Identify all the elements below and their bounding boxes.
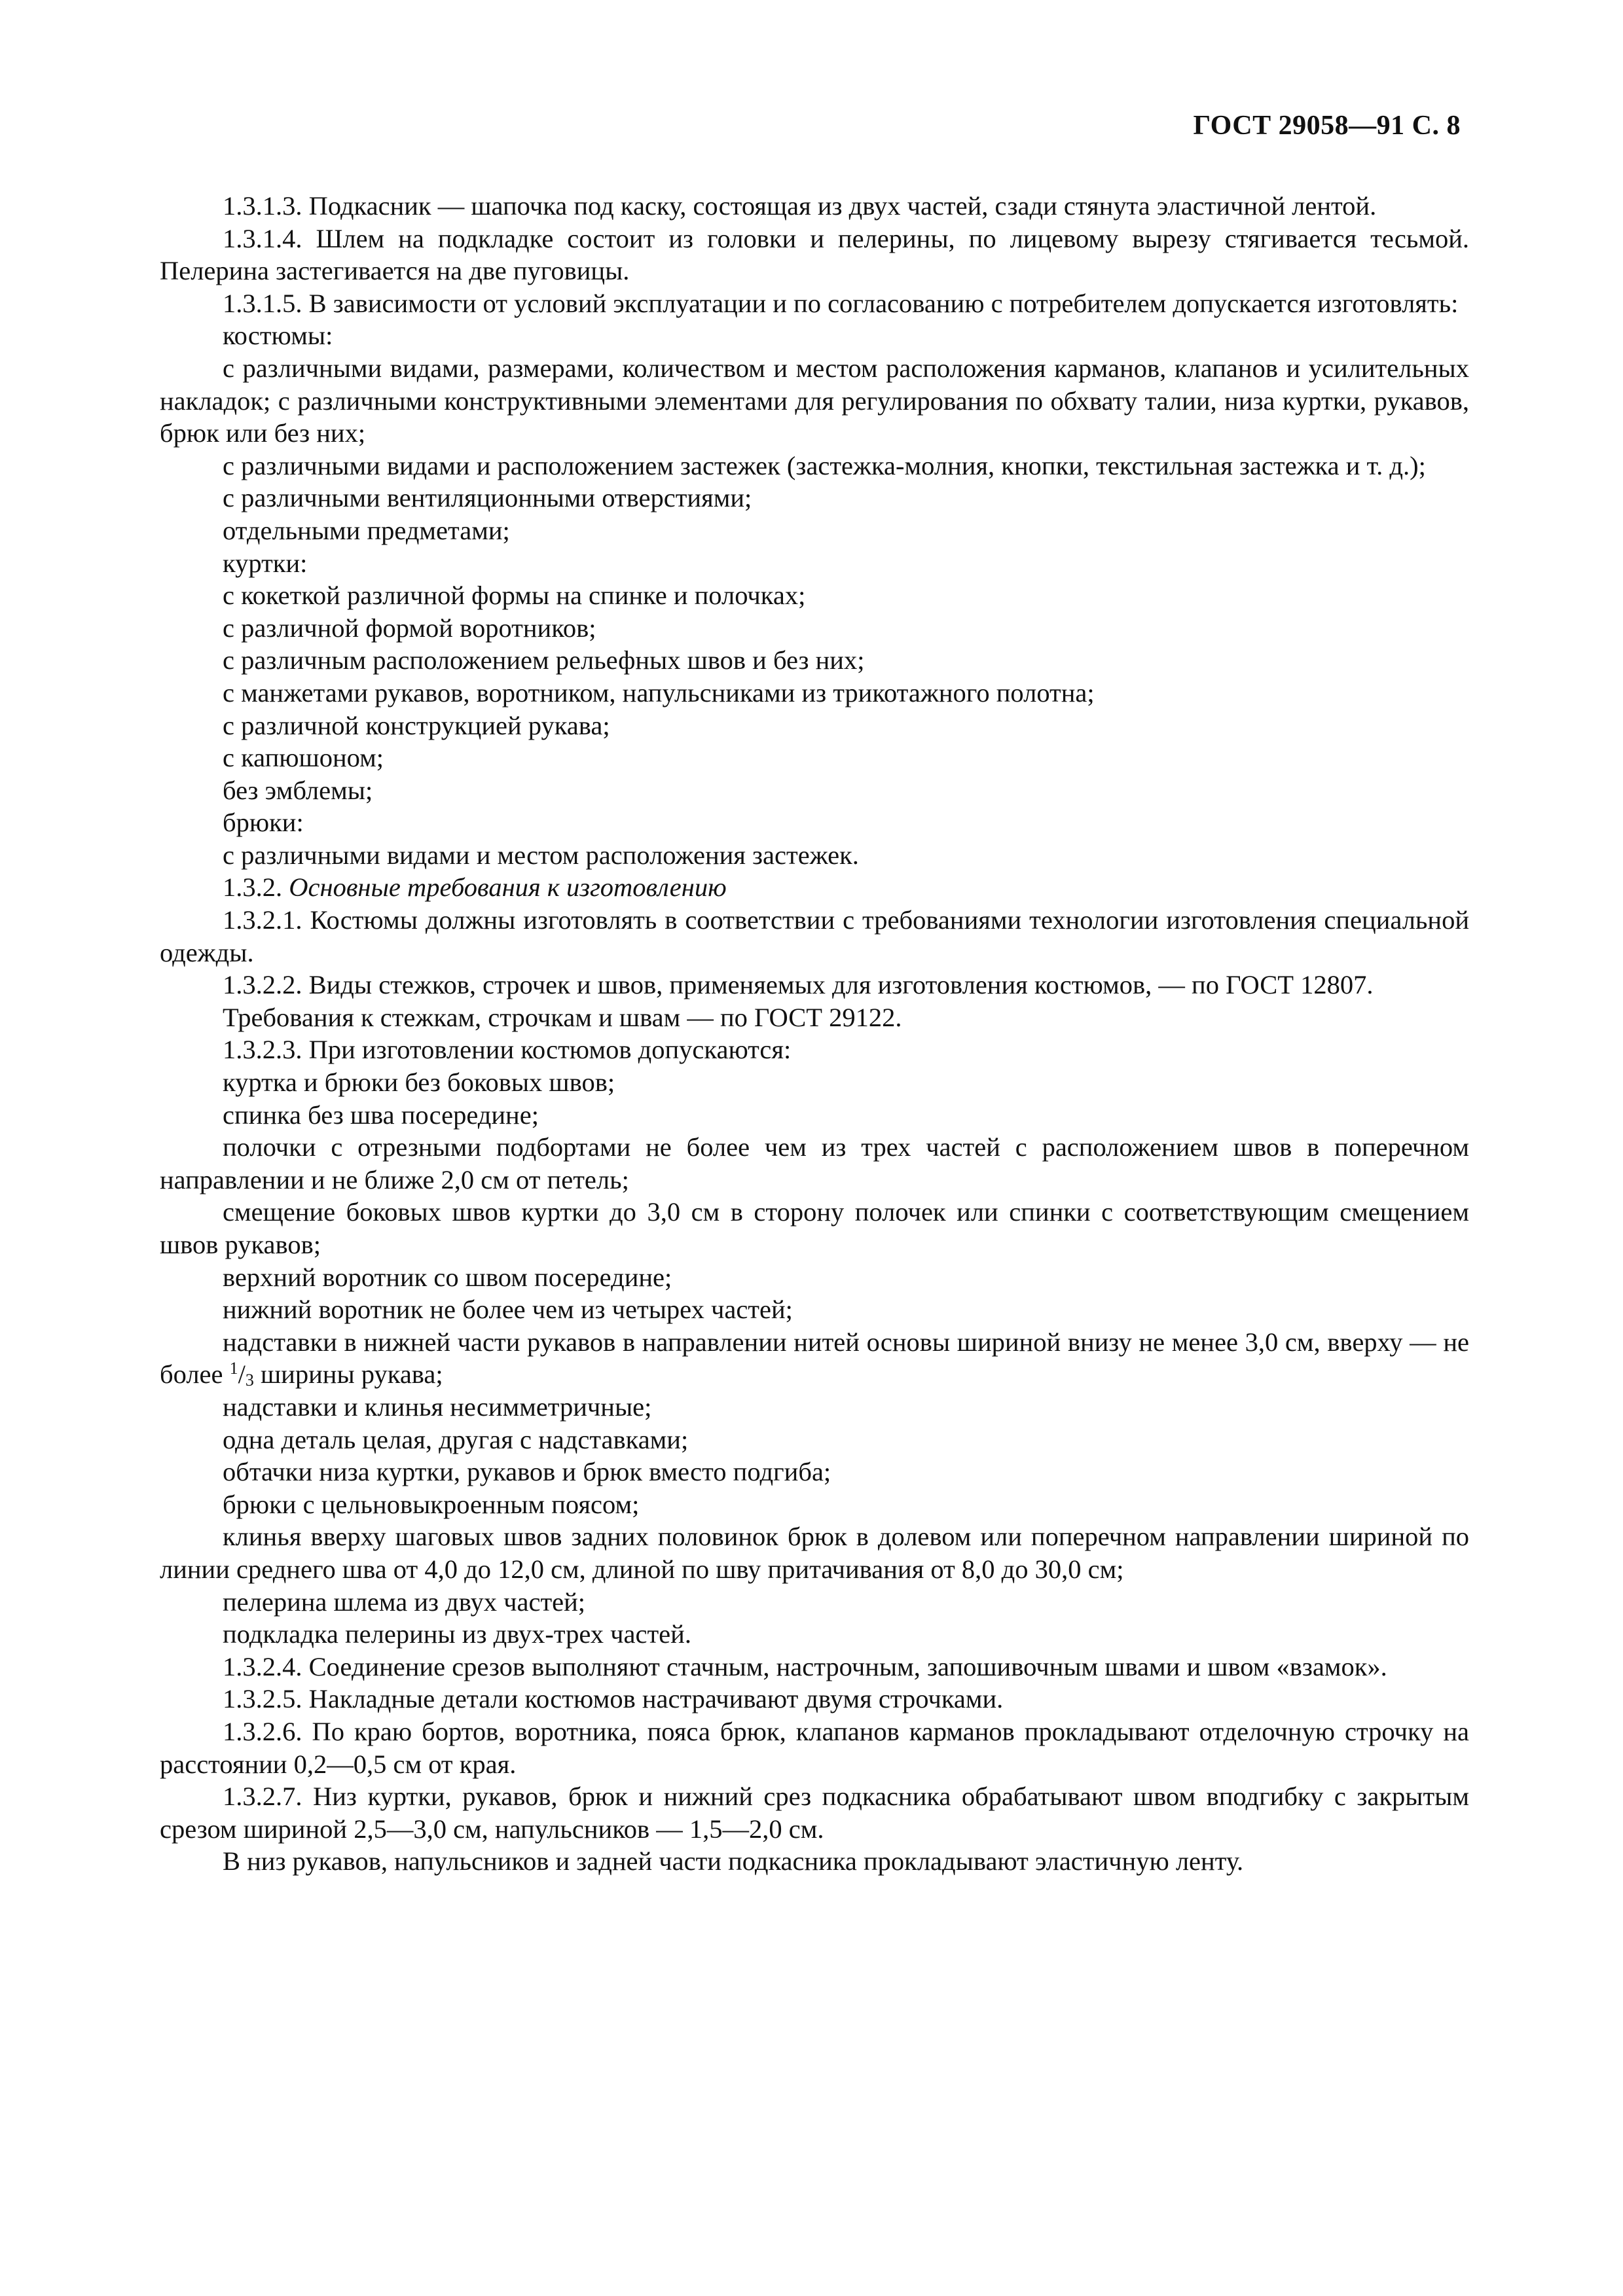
paragraph: полочки с отрезными подбортами не более чем из трех частей с расположением швов в поперечном направлении и не ближе 2,0 см от петель; (160, 1132, 1469, 1194)
paragraph: брюки: (223, 808, 304, 838)
paragraph: с различными видами и местом расположения застежек. (223, 840, 859, 870)
document-body (160, 190, 1469, 1878)
paragraph: куртки: (223, 548, 308, 578)
section-number: 1.3.2. (223, 872, 283, 903)
paragraph: пелерина шлема из двух частей; (223, 1587, 586, 1617)
paragraph: клинья вверху шаговых швов задних половинок брюк в долевом или поперечном направлении шириной по линии среднего шва от 4,0 до 12,0 см, длиной по шву притачивания от 8,0 до 30,0 см; (160, 1522, 1469, 1584)
fraction-numerator: 1 (229, 1359, 238, 1378)
paragraph: смещение боковых швов куртки до 3,0 см в сторону полочек или спинки с соответствующим смещением швов рукавов; (160, 1197, 1469, 1259)
paragraph: брюки с цельновыкроенным поясом; (223, 1489, 640, 1519)
paragraph: спинка без шва посередине; (223, 1100, 539, 1130)
paragraph: 1.3.2.5. Накладные детали костюмов настрачивают двумя строчками. (223, 1684, 1004, 1714)
paragraph: с различными вентиляционными отверстиями; (223, 483, 752, 513)
fraction-denominator: 3 (245, 1371, 254, 1390)
paragraph: 1.3.1.5. В зависимости от условий эксплуатации и по согласованию с потребителем допускается изготовлять: (223, 288, 1459, 318)
page-header: ГОСТ 29058—91 С. 8 (1193, 111, 1461, 141)
paragraph: одна деталь целая, другая с надставками; (223, 1424, 689, 1454)
paragraph: 1.3.1.3. Подкасник — шапочка под каску, состоящая из двух частей, сзади стянута эластичной лентой. (223, 191, 1377, 221)
paragraph: 1.3.2.6. По краю бортов, воротника, пояса брюк, клапанов карманов прокладывают отделочную строчку на расстоянии 0,2—0,5 см от края. (160, 1716, 1469, 1779)
paragraph: без эмблемы; (223, 775, 373, 805)
paragraph: с капюшоном; (223, 743, 384, 773)
paragraph-inserts (160, 1326, 1469, 1391)
paragraph: с различной формой воротников; (223, 613, 596, 643)
paragraph: верхний воротник со швом посередине; (223, 1262, 672, 1292)
paragraph: подкладка пелерины из двух-трех частей. (223, 1619, 691, 1649)
paragraph: с различными видами, размерами, количеством и местом расположения карманов, клапанов и усилительных накладок; с различными конструктивными элементами для регулирования по обхвату талии, низа куртки, рукавов, брюк или без них; (160, 353, 1469, 448)
paragraph: с кокеткой различной формы на спинке и полочках; (223, 581, 806, 611)
inserts-text-end: ширины рукава; (261, 1359, 443, 1390)
inserts-text-start: надставки в нижней части рукавов в направлении нитей основы шириной внизу не менее 3,0 см, вверху — не более (160, 1327, 1469, 1390)
paragraph: отдельными предметами; (223, 515, 510, 545)
section-heading (160, 871, 1469, 904)
paragraph: В низ рукавов, напульсников и задней части подкасника прокладывают эластичную ленту. (223, 1846, 1244, 1876)
paragraph: надставки и клинья несимметричные; (223, 1391, 652, 1422)
paragraph: обтачки низа куртки, рукавов и брюк вместо подгиба; (223, 1457, 831, 1487)
paragraph: 1.3.2.7. Низ куртки, рукавов, брюк и нижний срез подкасника обрабатывают швом вподгибку с закрытым срезом шириной 2,5—3,0 см, напульсников — 1,5—2,0 см. (160, 1782, 1469, 1844)
paragraph: с манжетами рукавов, воротником, напульсниками из трикотажного полотна; (223, 677, 1095, 708)
paragraph: с различным расположением рельефных швов и без них; (223, 645, 865, 675)
paragraph: куртка и брюки без боковых швов; (223, 1067, 615, 1098)
section-title: Основные требования к изготовлению (289, 872, 727, 903)
paragraph: нижний воротник не более чем из четырех частей; (223, 1295, 793, 1325)
paragraph: 1.3.2.2. Виды стежков, строчек и швов, применяемых для изготовления костюмов, — по ГОСТ 12807. (223, 970, 1374, 1000)
paragraph: с различными видами и расположением застежек (застежка-молния, кнопки, текстильная застежка и т. д.); (223, 450, 1426, 480)
paragraph: 1.3.2.3. При изготовлении костюмов допускаются: (223, 1035, 792, 1065)
paragraph: 1.3.1.4. Шлем на подкладке состоит из головки и пелерины, по лицевому вырезу стягивается тесьмой. Пелерина застегивается на две пуговицы. (160, 223, 1469, 286)
fraction: $^1/_3$ (229, 1359, 254, 1390)
paragraph: 1.3.2.4. Соединение срезов выполняют стачным, настрочным, запошивочным швами и швом «взамок». (223, 1651, 1387, 1681)
paragraph: костюмы: (223, 321, 333, 351)
paragraph: с различной конструкцией рукава; (223, 710, 610, 740)
paragraph: 1.3.2.1. Костюмы должны изготовлять в соответствии с требованиями технологии изготовления специальной одежды. (160, 905, 1469, 967)
paragraph: Требования к стежкам, строчкам и швам — по ГОСТ 29122. (223, 1002, 902, 1032)
